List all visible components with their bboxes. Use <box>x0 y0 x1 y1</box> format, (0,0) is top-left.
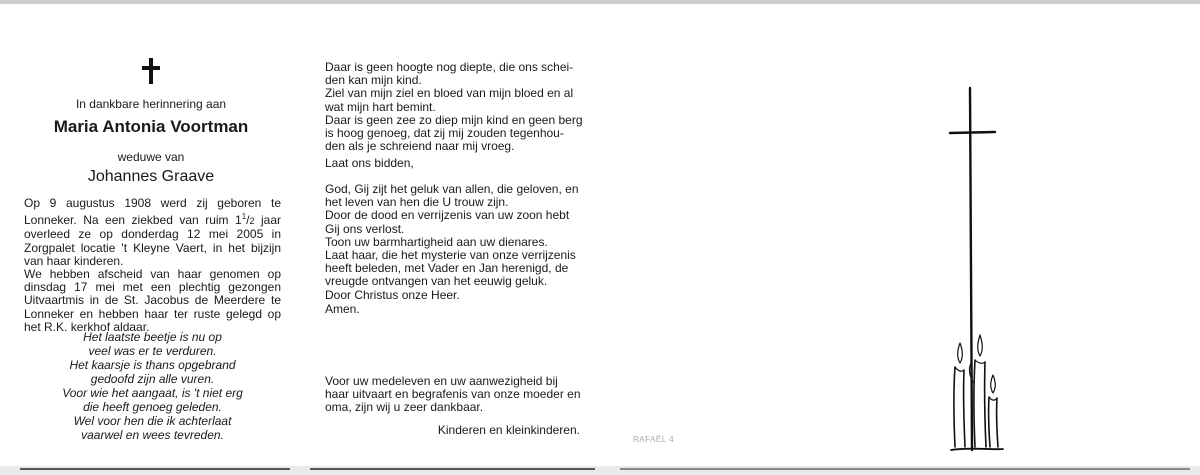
candle-left <box>954 367 955 447</box>
biography <box>24 197 281 334</box>
printer-mark: RAFAËL 4 <box>633 435 675 444</box>
text-line: Gij ons verlost. <box>325 221 405 236</box>
card-page-middle <box>300 0 605 466</box>
card-page-left <box>0 0 300 466</box>
in-memory-heading: In dankbare herinnering aan <box>75 97 227 111</box>
fraction-denominator: 2 <box>249 216 255 227</box>
candle-flame-icon <box>958 343 963 363</box>
poem-line: vaarwel en wees tevreden. <box>81 428 224 442</box>
text-line: oma, zijn wij u zeer dankbaar. <box>325 400 484 415</box>
fraction-slash: / <box>246 213 250 228</box>
text-line: Daar is geen zee zo diep mijn kind en geen berg <box>325 112 583 127</box>
poem-line: veel was er te verduren. <box>88 344 217 358</box>
text-line: vreugde ontvangen van het eeuwig geluk. <box>325 274 548 289</box>
amen: Amen. <box>325 302 360 316</box>
poem-line: gedoofd zijn alle vuren. <box>90 372 215 386</box>
candle-flame-icon <box>991 375 996 393</box>
poem-line: Wel voor hen die ik achterlaat <box>73 414 232 428</box>
candle-flame-icon <box>978 335 983 356</box>
text-line: Voor uw medeleven en uw aanwezigheid bij <box>325 374 558 388</box>
candle-tall <box>974 360 975 447</box>
signoff: Kinderen en kleinkinderen. <box>437 423 580 437</box>
cross-beam <box>950 132 995 133</box>
poem-line: Het laatste beetje is nu op <box>83 330 222 344</box>
widow-of-label: weduwe van <box>117 150 185 164</box>
text-line: Door Christus onze Heer. <box>325 287 460 302</box>
fraction-numerator: 1 <box>241 212 247 222</box>
text-line: Laat haar, die het mysterie van onze verrijzenis <box>325 248 576 263</box>
prayer-intro: Laat ons bidden, <box>325 156 414 170</box>
cross-icon <box>142 58 160 84</box>
poem <box>24 330 281 442</box>
husband-name: Johannes Graave <box>87 168 215 185</box>
candle-base <box>951 449 1003 450</box>
scan-bottom-edge <box>0 466 1200 475</box>
text-line: haar uitvaart en begrafenis van onze moeder en <box>325 387 581 402</box>
poem-line: Het kaarsje is thans opgebrand <box>69 358 236 372</box>
card-page-right <box>605 0 1200 466</box>
text-line: den als je schreiend naar mij vroeg. <box>325 139 515 154</box>
text-line: het leven van hen die U trouw zijn. <box>325 195 509 210</box>
cross-upright <box>970 88 972 450</box>
deceased-name: Maria Antonia Voortman <box>53 117 249 136</box>
page-edge-line <box>310 468 595 470</box>
cross-candles-illustration <box>935 85 1015 460</box>
text-line: is hoog genoeg, dat zij mij zouden tegenhou- <box>325 126 564 141</box>
text-line: God, Gij zijt het geluk van allen, die geloven, en <box>325 182 579 196</box>
text-line: wat mijn hart bemint. <box>325 99 436 114</box>
text-line: Ziel van mijn ziel en bloed van mijn bloed en al <box>325 86 574 101</box>
text-line: Toon uw barmhartigheid aan uw dienares. <box>325 234 548 249</box>
text-line: Door de dood en verrijzenis van uw zoon hebt <box>325 208 570 223</box>
text-line: den kan mijn kind. <box>325 73 422 88</box>
biography-paragraph-farewell: We hebben afscheid van haar genomen op dinsdag 17 mei met een plechtig gezongen Uitvaartmis in de St. Jacobus de Meerdere te Lonneker en hebben haar ter ruste gelegd op het R.K. kerkhof aldaar. <box>24 267 281 334</box>
poem-line: die heeft genoeg geleden. <box>83 400 222 414</box>
poem-line: Voor wie het aangaat, is 't niet erg <box>62 386 243 400</box>
page-edge-line <box>620 468 1190 470</box>
psalm-text <box>325 60 583 154</box>
candle-small <box>989 397 990 447</box>
thanks-text <box>325 375 580 415</box>
text-line: Daar is geen hoogte nog diepte, die ons schei- <box>325 60 574 74</box>
text-line: heeft beleden, met Vader en Jan herenigd, de <box>325 261 569 276</box>
biography-paragraph-birth <box>24 197 281 268</box>
bio-text: Op 9 augustus 1908 werd zij geboren te Lonneker. Na een ziekbed van ruim 1 <box>24 196 281 228</box>
prayer-text <box>325 183 580 302</box>
page-edge-line <box>20 468 290 470</box>
bio-text: jaar overleed ze op donderdag 12 mei 2005 in Zorgpalet locatie 't Kleyne Vaert, in het bijzijn van haar kinderen. <box>24 213 282 268</box>
